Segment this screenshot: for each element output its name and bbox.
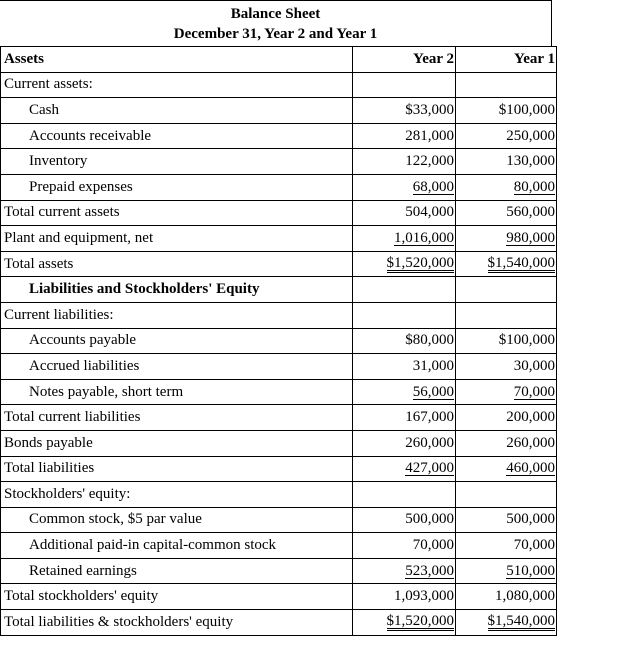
value-year1: 130,000 xyxy=(506,153,555,170)
row-label: Total stockholders' equity xyxy=(1,584,353,610)
table-row xyxy=(1,379,557,405)
row-label: Bonds payable xyxy=(1,430,353,456)
row-label: Notes payable, short term xyxy=(1,379,353,405)
column-header-year1 xyxy=(456,47,557,73)
table-row xyxy=(1,507,557,533)
row-label: Total current assets xyxy=(1,200,353,226)
row-label: Plant and equipment, net xyxy=(1,226,353,252)
value-year1: $100,000 xyxy=(498,332,555,349)
cell-year1 xyxy=(456,72,557,98)
cell-year1 xyxy=(456,610,557,636)
cell-year2 xyxy=(353,302,456,328)
row-label: Cash xyxy=(1,98,353,124)
row-label: Total liabilities xyxy=(1,456,353,482)
cell-year2 xyxy=(353,277,456,303)
table-row xyxy=(1,72,557,98)
cell-year1 xyxy=(456,302,557,328)
balance-sheet-table xyxy=(0,46,557,636)
cell-year1 xyxy=(456,354,557,380)
row-label: Common stock, $5 par value xyxy=(1,507,353,533)
cell-year1 xyxy=(456,200,557,226)
cell-year1 xyxy=(456,482,557,508)
cell-year2 xyxy=(353,149,456,175)
cell-year2 xyxy=(353,379,456,405)
table-row xyxy=(1,354,557,380)
value-year1: 510,000 xyxy=(506,562,555,579)
value-year1: 200,000 xyxy=(506,409,555,426)
value-year1: $1,540,000 xyxy=(487,613,555,630)
row-label: Additional paid-in capital-common stock xyxy=(1,533,353,559)
cell-year2 xyxy=(353,456,456,482)
cell-year1 xyxy=(456,226,557,252)
value-year2: 31,000 xyxy=(412,357,454,374)
table-row xyxy=(1,174,557,200)
cell-year2 xyxy=(353,98,456,124)
column-header-year2-text: Year 2 xyxy=(413,50,454,67)
row-label: Total liabilities & stockholders' equity xyxy=(1,610,353,636)
value-year2: 122,000 xyxy=(405,153,454,170)
value-year2: 281,000 xyxy=(405,127,454,144)
value-year1: $1,540,000 xyxy=(487,255,555,272)
cell-year1 xyxy=(456,149,557,175)
cell-year2 xyxy=(353,507,456,533)
cell-year2 xyxy=(353,200,456,226)
sheet-title: Balance Sheet xyxy=(230,6,321,22)
value-year1: 80,000 xyxy=(513,178,555,195)
table-row xyxy=(1,98,557,124)
value-year2: $80,000 xyxy=(405,332,454,349)
cell-year1 xyxy=(456,405,557,431)
value-year1: 250,000 xyxy=(506,127,555,144)
sheet-subtitle: December 31, Year 2 and Year 1 xyxy=(173,26,378,42)
cell-year1 xyxy=(456,456,557,482)
row-label: Current assets: xyxy=(1,72,353,98)
cell-year2 xyxy=(353,123,456,149)
row-label: Accounts payable xyxy=(1,328,353,354)
cell-year2 xyxy=(353,584,456,610)
value-year2: 68,000 xyxy=(412,178,454,195)
table-row xyxy=(1,149,557,175)
table-row xyxy=(1,277,557,303)
table-row xyxy=(1,456,557,482)
value-year2: 504,000 xyxy=(405,204,454,221)
value-year1: 70,000 xyxy=(513,537,555,554)
cell-year2 xyxy=(353,328,456,354)
table-row xyxy=(1,558,557,584)
cell-year1 xyxy=(456,174,557,200)
value-year1: 980,000 xyxy=(506,229,555,246)
value-year2: $33,000 xyxy=(405,101,454,118)
column-header-year1-text: Year 1 xyxy=(514,50,555,67)
row-label: Stockholders' equity: xyxy=(1,482,353,508)
row-label: Total current liabilities xyxy=(1,405,353,431)
cell-year2 xyxy=(353,610,456,636)
row-label: Total assets xyxy=(1,251,353,277)
cell-year2 xyxy=(353,405,456,431)
table-row xyxy=(1,123,557,149)
cell-year2 xyxy=(353,558,456,584)
value-year2: $1,520,000 xyxy=(386,255,454,272)
value-year2: 167,000 xyxy=(405,409,454,426)
value-year1: 500,000 xyxy=(506,511,555,528)
table-row xyxy=(1,405,557,431)
cell-year1 xyxy=(456,430,557,456)
sheet-header xyxy=(0,0,552,46)
value-year2: 1,016,000 xyxy=(394,229,454,246)
row-label: Current liabilities: xyxy=(1,302,353,328)
column-header-row xyxy=(1,47,557,73)
value-year2: 1,093,000 xyxy=(394,588,454,605)
row-label: Accrued liabilities xyxy=(1,354,353,380)
value-year2: 56,000 xyxy=(412,383,454,400)
row-label: Retained earnings xyxy=(1,558,353,584)
value-year2: 500,000 xyxy=(405,511,454,528)
cell-year2 xyxy=(353,72,456,98)
table-row xyxy=(1,251,557,277)
table-row xyxy=(1,584,557,610)
value-year2: 260,000 xyxy=(405,434,454,451)
row-label: Prepaid expenses xyxy=(1,174,353,200)
table-row xyxy=(1,430,557,456)
cell-year2 xyxy=(353,430,456,456)
cell-year2 xyxy=(353,174,456,200)
value-year1: 30,000 xyxy=(513,357,555,374)
table-row xyxy=(1,328,557,354)
cell-year1 xyxy=(456,379,557,405)
cell-year2 xyxy=(353,226,456,252)
cell-year1 xyxy=(456,328,557,354)
cell-year2 xyxy=(353,251,456,277)
cell-year1 xyxy=(456,123,557,149)
cell-year2 xyxy=(353,482,456,508)
value-year1: 70,000 xyxy=(513,383,555,400)
value-year1: 560,000 xyxy=(506,204,555,221)
cell-year1 xyxy=(456,277,557,303)
value-year1: 460,000 xyxy=(506,460,555,477)
table-row xyxy=(1,610,557,636)
cell-year1 xyxy=(456,98,557,124)
value-year2: 70,000 xyxy=(412,537,454,554)
table-row xyxy=(1,482,557,508)
row-label: Accounts receivable xyxy=(1,123,353,149)
value-year2: $1,520,000 xyxy=(386,613,454,630)
row-label: Inventory xyxy=(1,149,353,175)
value-year2: 427,000 xyxy=(405,460,454,477)
column-header-label: Assets xyxy=(1,47,353,73)
table-row xyxy=(1,200,557,226)
table-row xyxy=(1,533,557,559)
value-year1: 260,000 xyxy=(506,434,555,451)
row-label: Liabilities and Stockholders' Equity xyxy=(1,277,353,303)
cell-year1 xyxy=(456,533,557,559)
cell-year1 xyxy=(456,507,557,533)
column-header-year2 xyxy=(353,47,456,73)
cell-year1 xyxy=(456,558,557,584)
cell-year2 xyxy=(353,354,456,380)
table-row xyxy=(1,302,557,328)
value-year1: $100,000 xyxy=(498,101,555,118)
value-year1: 1,080,000 xyxy=(495,588,555,605)
cell-year1 xyxy=(456,584,557,610)
cell-year1 xyxy=(456,251,557,277)
cell-year2 xyxy=(353,533,456,559)
table-row xyxy=(1,226,557,252)
value-year2: 523,000 xyxy=(405,562,454,579)
